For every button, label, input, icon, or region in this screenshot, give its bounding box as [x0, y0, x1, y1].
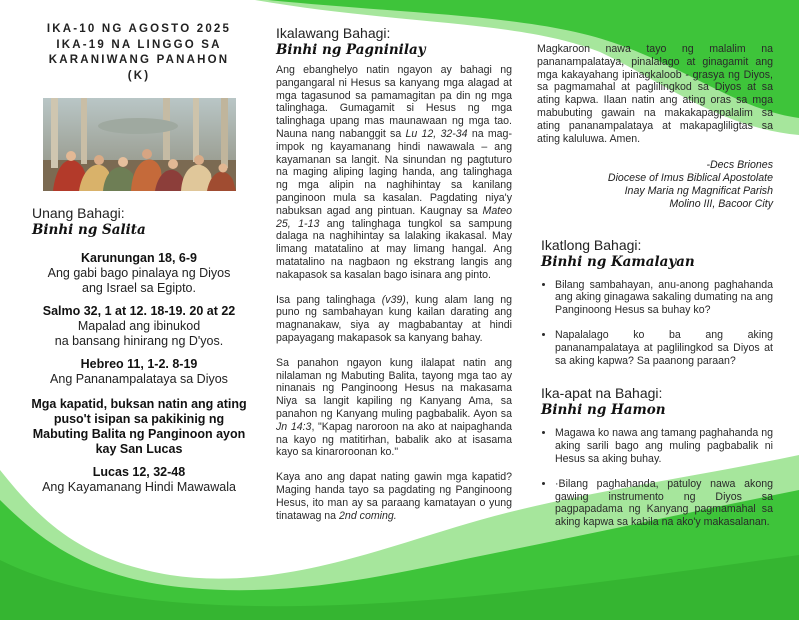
reading-text: Ang gabi bago pinalaya ng Diyos — [47, 266, 231, 280]
list-item: • Napalalago ko ba ang aking pananampalataya at paglilingkod sa Diyos at sa aking kapwa? Sa paanong paraan? — [555, 329, 773, 367]
reflection-paragraph-3: Sa panahon ngayon kung ilalapat natin ang nilalaman ng Mabuting Balita, tayong mga tao ay ninanais ng Panginoong Hesus na makasama Niya sa langit kapiling ng Kanyang Ama, sa panahon ng Kanyang muling pagbabalik. Ayon sa Jn 14:3, "Kapag naroroon na ako at naipaghanda na kayo ng matitirhan, babalik ako at isasama kayo sa kinaroroonan ko." — [276, 356, 512, 459]
column-left — [26, 0, 252, 495]
gospel-painting-image — [43, 98, 236, 191]
reading-text: Ang Kayamanang Hindi Mawawala — [42, 480, 236, 494]
reflection-paragraph-1: Ang ebanghelyo natin ngayon ay bahagi ng pangangaral ni Hesus sa kanyang mga alagad at mga tagasunod sa pamamagitan pa din ng mga talinghaga. Gumagamit si Hesus ng mga talinghaga upang mas maunawaan ng mga tao. Nauna nang nabanggit sa Lu 12, 32-34 na mag-impok ng kayamanang hindi nawawala – ang kayamanan sa langit. Na sinundan ng pagtuturo na maging aliping laging handa, ang talinghaga ng mga alipin na naghihintay sa kanilang panginoon mula sa kasalan. Pagdating niya'y nabuksan agad ang pintuan. Kaugnay sa Mateo 25, 1-13 ang talinghaga tungkol sa sampung dalaga na naghihintay sa lalaking ikakasal. May limang matatalino at may limang hangal. Ang matatalino na nagbaon ng ekstrang langis ang nakapasok sa kasalan bago isinara ang pinto. — [276, 64, 512, 281]
liturgical-date — [26, 22, 252, 84]
list-item: • Bilang sambahayan, anu-anong paghahanda ang aking ginagawa sakaling dumating na ang Panginoong Hesus sa buhay ko? — [555, 279, 773, 317]
date-line-4: (K) — [127, 69, 151, 82]
reading-first — [26, 251, 252, 296]
section-title-binhi-ng-kamalayan: Binhi ng Kamalayan — [541, 253, 695, 270]
reading-text: ang Israel sa Egipto. — [82, 281, 196, 295]
date-line-3: KARANIWANG PANAHON — [48, 54, 230, 66]
reading-ref: Lucas 12, 32-48 — [92, 465, 186, 479]
signature-location: Molino III, Bacoor City — [669, 197, 773, 210]
closing-prayer: Magkaroon nawa tayo ng malalim na pananampalataya, pinalalago at ginagamit ang mga kakayahang ipinagkaloob - grasya ng Diyos, sa pagmamahal at paglilingkod sa Diyos at sa ating kapwa. Ilaan natin ang ating oras sa mga mabubuting gawain na makakapagpalalim sa ating pananampalataya at makapagliligtas sa ating kaluluwa. Amen. — [537, 43, 773, 145]
reading-second — [26, 357, 252, 387]
date-line-1: IKA-10 NG AGOSTO 2025 — [46, 23, 232, 35]
signature-parish: Inay Maria ng Magnificat Parish — [624, 184, 773, 197]
reading-text: Ang Pananampalataya sa Diyos — [50, 372, 228, 386]
column-middle — [276, 0, 512, 534]
reflection-questions-list — [537, 279, 773, 368]
reading-gospel — [26, 465, 252, 495]
challenge-list — [537, 427, 773, 529]
section-title-binhi-ng-salita: Binhi ng Salita — [32, 222, 146, 238]
list-item: • ·Bilang paghahanda, patuloy nawa akong gawing instrumento ng Diyos sa pagpapadama ng Kanyang pagmamahal sa aking kapwa sa kabila na ako'y makasalanan. — [555, 478, 773, 529]
reflection-paragraph-4: Kaya ano ang dapat nating gawin mga kapatid? Maging handa tayo sa pagdating ng Panginoong Hesus, ito man ay sa paraang kamatayan o yung tinatawag na 2nd coming. — [276, 471, 512, 522]
reading-text: na bansang hinirang ng D'yos. — [54, 334, 224, 348]
section-label-ikatlong-bahagi: Ikatlong Bahagi: — [541, 236, 642, 253]
section-title-binhi-ng-pagninilay: Binhi ng Pagninilay — [276, 42, 426, 58]
gospel-exhortation: Mga kapatid, buksan natin ang ating puso't isipan sa pakikinig ng Mabuting Balita ng Panginoon ayon kay San Lucas — [31, 397, 247, 456]
reflection-paragraph-2: Isa pang talinghaga (v39), kung alam lang ng puno ng sambahayan kung kailan darating ang magnanakaw, siya ay magbabantay at hindi papayagang makapasok sa kanyang bahay. — [276, 293, 513, 344]
list-item: • Magawa ko nawa ang tamang paghahanda ng aking sarili bago ang muling pagbabalik ni Hesus sa aking buhay. — [555, 427, 773, 465]
date-line-2: IKA-19 NA LINGGO SA — [56, 38, 222, 51]
section-label-ika-apat-na-bahagi: Ika-apat na Bahagi: — [541, 385, 663, 402]
reading-psalm — [26, 304, 252, 349]
reflection-body — [276, 64, 512, 522]
signature-author: -Decs Briones — [706, 159, 773, 172]
section-label-unang-bahagi: Unang Bahagi: — [32, 205, 125, 221]
section-label-ikalawang-bahagi: Ikalawang Bahagi: — [276, 25, 391, 41]
section-title-binhi-ng-hamon: Binhi ng Hamon — [541, 402, 666, 419]
reading-ref: Salmo 32, 1 at 12. 18-19. 20 at 22 — [42, 304, 236, 318]
reading-ref: Karunungan 18, 6-9 — [81, 251, 197, 265]
column-right — [537, 0, 773, 541]
reading-text: Mapalad ang ibinukod — [77, 319, 201, 333]
signature-diocese: Diocese of Imus Biblical Apostolate — [607, 172, 773, 185]
reading-ref: Hebreo 11, 1-2. 8-19 — [80, 357, 198, 371]
author-signature — [537, 159, 773, 210]
